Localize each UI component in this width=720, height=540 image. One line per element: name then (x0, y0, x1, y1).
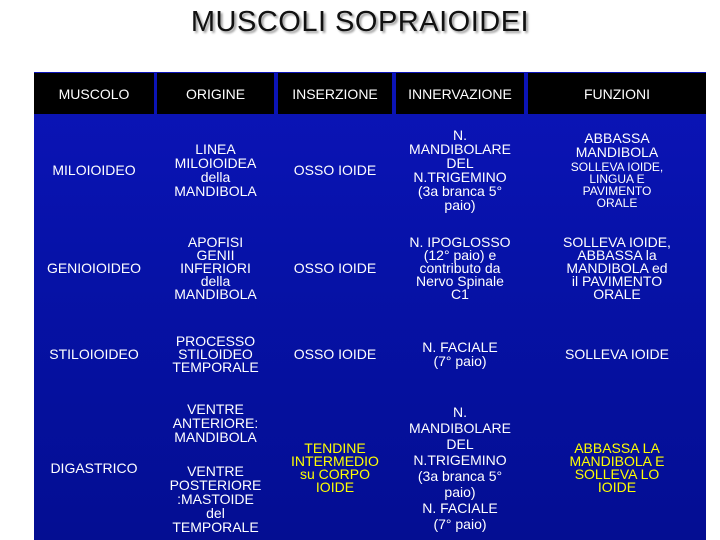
funzioni-sub: SOLLEVA IOIDE, LINGUA E PAVIMENTO ORALE (570, 160, 664, 210)
row-miloioideo-funzioni (528, 118, 706, 222)
row-genioioideo-origine: APOFISI GENII INFERIORI della MANDIBOLA (174, 233, 257, 302)
row-digastrico-inserzione: TENDINE INTERMEDIO su CORPO IOIDE (291, 440, 379, 495)
muscle-table (34, 72, 706, 540)
row-genioioideo-funzioni: SOLLEVA IOIDE, ABBASSA la MANDIBOLA ed il PAVIMENTO ORALE (563, 233, 671, 302)
row-miloioideo-innervazione: N. MANDIBOLARE DEL N.TRIGEMINO (3a branca 5° paio) (409, 127, 511, 213)
row-stiloioideo-funzioni: SOLLEVA IOIDE (564, 346, 669, 362)
row-stiloioideo-innervazione: N. FACIALE (7° paio) (422, 339, 498, 369)
funzioni-main: ABBASSA MANDIBOLA (575, 130, 659, 160)
header-funzioni: FUNZIONI (528, 73, 706, 114)
row-digastrico-funzioni: ABBASSA LA MANDIBOLA E SOLLEVA LO IOIDE (569, 440, 665, 495)
row-genioioideo-inserzione: OSSO IOIDE (293, 260, 377, 276)
header-muscolo: MUSCOLO (34, 73, 154, 114)
row-miloioideo-inserzione: OSSO IOIDE (293, 162, 377, 178)
row-miloioideo-origine: LINEA MILOIOIDEA della MANDIBOLA (174, 141, 257, 199)
row-genioioideo-muscolo: GENIOIOIDEO (46, 260, 142, 276)
row-stiloioideo-muscolo: STILOIOIDEO (49, 346, 139, 362)
origine-ventre-anteriore: VENTRE ANTERIORE: MANDIBOLA (172, 401, 259, 445)
header-inserzione: INSERZIONE (278, 73, 392, 114)
row-stiloioideo-inserzione: OSSO IOIDE (293, 346, 377, 362)
row-digastrico-muscolo: DIGASTRICO (50, 460, 138, 476)
row-digastrico-innervazione: N. MANDIBOLARE DEL N.TRIGEMINO (3a branca 5° paio) N. FACIALE (7° paio) (409, 404, 511, 532)
row-genioioideo-innervazione: N. IPOGLOSSO (12° paio) e contributo da Nervo Spinale C1 (409, 233, 511, 302)
row-stiloioideo-origine: PROCESSO STILOIDEO TEMPORALE (172, 332, 259, 375)
header-innervazione: INNERVAZIONE (396, 73, 524, 114)
header-origine: ORIGINE (157, 73, 274, 114)
row-miloioideo-muscolo: MILOIOIDEO (52, 162, 136, 178)
row-digastrico-origine (157, 396, 274, 540)
origine-ventre-posteriore: VENTRE POSTERIORE :MASTOIDE del TEMPORALE (169, 463, 262, 535)
page-title: MUSCOLI SOPRAIOIDEI (190, 6, 530, 38)
